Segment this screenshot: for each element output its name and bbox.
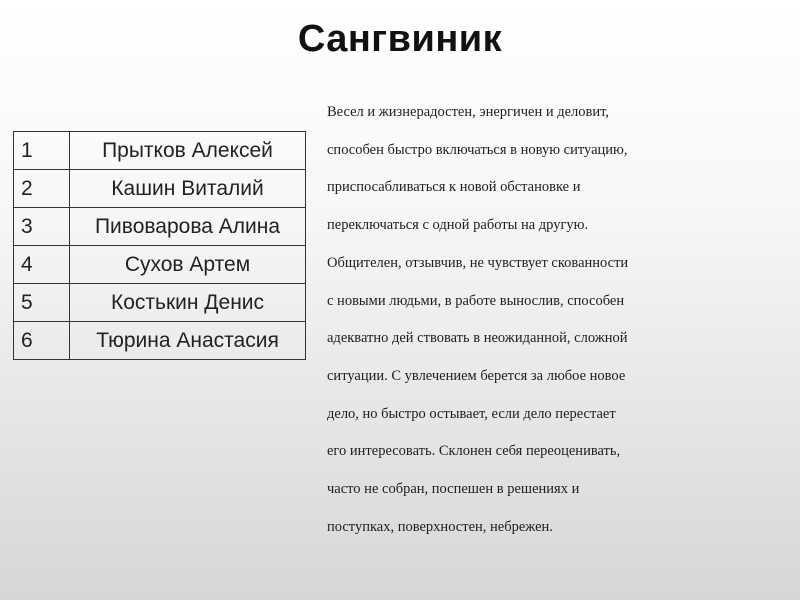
slide-title: Сангвиник	[297, 18, 503, 60]
table-row	[14, 284, 306, 322]
students-table	[13, 131, 306, 360]
row-number: 2	[14, 170, 70, 208]
student-name: Тюрина Анастасия	[70, 322, 306, 360]
row-number: 5	[14, 284, 70, 322]
table-row	[14, 132, 306, 170]
table-row	[14, 322, 306, 360]
student-name: Пивоварова Алина	[70, 208, 306, 246]
student-name: Прытков Алексей	[70, 132, 306, 170]
table-row	[14, 246, 306, 284]
row-number: 4	[14, 246, 70, 284]
table-row	[14, 208, 306, 246]
row-number: 6	[14, 322, 70, 360]
student-name: Сухов Артем	[70, 246, 306, 284]
student-name: Кашин Виталий	[70, 170, 306, 208]
row-number: 3	[14, 208, 70, 246]
table-row	[14, 170, 306, 208]
student-name: Костькин Денис	[70, 284, 306, 322]
row-number: 1	[14, 132, 70, 170]
temperament-description: Весел и жизнерадостен, энергичен и деловит, способен быстро включаться в новую ситуацию, приспосабливаться к новой обстановке и переключаться с одной работы на другую. Общителен, отзывчив, не чувствует скованности с новыми людьми, в работе вынослив, способен адекватно дей ствовать в неожиданной, сложной ситуации. С увлечением берется за любое новое дело, но быстро остывает, если дело перестает его интересовать. Склонен себя переоценивать, часто не собран, поспешен в решениях и поступках, поверхностен, небрежен.	[327, 104, 629, 535]
